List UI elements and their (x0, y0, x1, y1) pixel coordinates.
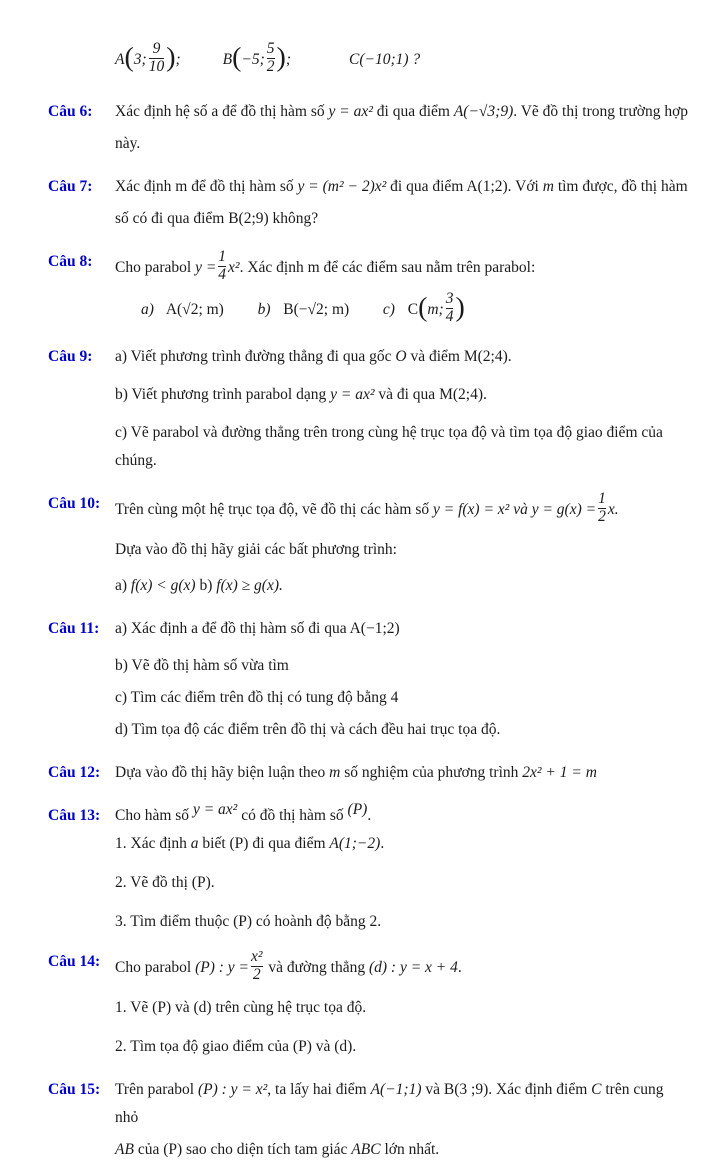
question-text: tìm được, đồ thị hàm (557, 178, 688, 195)
question-11-body (115, 615, 689, 748)
fraction (149, 41, 165, 75)
question-text: của (P) sao cho diện tích tam giác (137, 1141, 348, 1158)
question-14-item-1 (115, 994, 689, 1022)
question-13-label: Câu 13: (48, 807, 101, 824)
question-text: lớn nhất. (384, 1141, 440, 1158)
math-variable: a (190, 835, 199, 852)
question-10-line-1 (115, 490, 689, 530)
question-text: b) Vẽ đồ thị hàm số vừa tìm (115, 657, 289, 674)
question-text: 3. Tìm điểm thuộc (P) có hoành độ bằng 2. (115, 913, 382, 930)
point-b-arg: −5; (241, 51, 265, 68)
question-11-item-c (115, 684, 689, 712)
question-text: Cho hàm số (115, 807, 190, 824)
close-paren: ) (455, 292, 465, 324)
close-paren: ) (276, 42, 286, 74)
question-10-line-3 (115, 572, 689, 600)
question-14 (48, 948, 689, 1065)
equation-rhs: x² (228, 259, 240, 276)
question-15-line-1 (115, 1076, 689, 1132)
math-expression: y = (m² − 2)x² (297, 178, 387, 195)
equation-rhs: x. (607, 501, 619, 518)
item-marker-b: b) (199, 577, 213, 594)
question-7 (48, 173, 689, 237)
question-text: có đồ thị hàm số (241, 807, 344, 824)
equation-lhs: (P) : y = (195, 959, 249, 976)
question-9-item-a (115, 343, 689, 371)
fraction-numerator: 5 (266, 40, 275, 58)
question-text: , ta lấy hai điểm (267, 1081, 367, 1098)
fraction-denominator: 2 (598, 507, 606, 525)
question-14-line-1 (115, 948, 689, 988)
question-8-label: Câu 8: (48, 253, 93, 270)
fraction (218, 249, 226, 283)
math-expression: y = f(x) = x² (432, 501, 510, 518)
question-text: số nghiệm của phương trình (344, 764, 519, 781)
point-expression: A(−1;1) (370, 1081, 422, 1098)
question-9-body (115, 343, 689, 479)
question-15 (48, 1076, 689, 1168)
question-text: Cho parabol (115, 259, 192, 276)
math-expression: (P) : y = x² (197, 1081, 268, 1098)
question-14-item-2 (115, 1033, 689, 1061)
question-text: . (457, 959, 462, 976)
point-expression: B(3 ;9) (443, 1081, 489, 1098)
math-expression: 2x² + 1 = m (522, 764, 597, 781)
question-8-line-2 (115, 290, 689, 330)
question-text: Trên parabol (115, 1081, 195, 1098)
fraction (251, 949, 263, 983)
question-text: này. (115, 135, 141, 152)
question-text: biết (P) đi qua điểm (202, 835, 326, 852)
question-13-item-3 (115, 908, 689, 936)
equation-lhs: y = g(x) = (531, 501, 597, 518)
question-text: c) Tìm các điểm trên đồ thị có tung độ bằng 4 (115, 689, 399, 706)
math-variable: ABC (351, 1141, 381, 1158)
question-14-label: Câu 14: (48, 953, 101, 970)
question-text: đi qua điểm (376, 103, 450, 120)
question-12-label: Câu 12: (48, 764, 101, 781)
question-8-body (115, 248, 689, 332)
question-text: d) Tìm tọa độ các điểm trên đồ thị và cách đều hai trục tọa độ. (115, 721, 501, 738)
point-b-var: B (222, 51, 233, 68)
point-c-expression: C(−10;1) ? (349, 51, 421, 68)
math-expression: y = ax² (192, 801, 238, 818)
question-11-item-b (115, 652, 689, 680)
open-paren: ( (232, 42, 242, 74)
question-11-item-a (115, 615, 689, 643)
math-expression: (d) : y = x + 4 (368, 959, 458, 976)
question-10 (48, 490, 689, 604)
question-text: . (380, 835, 385, 852)
point-b-expression (222, 40, 292, 75)
conjunction: và (513, 501, 528, 518)
question-15-body (115, 1076, 689, 1168)
question-7-line-1 (115, 173, 689, 201)
fraction-numerator: 1 (218, 248, 227, 266)
fraction (446, 291, 454, 325)
question-7-line-2 (115, 205, 689, 233)
question-text: Cho parabol (115, 959, 192, 976)
question-text: 1. Xác định (115, 835, 187, 852)
math-variable: m (329, 764, 341, 781)
math-expression (195, 248, 240, 283)
semicolon: ; (175, 51, 181, 68)
question-12-body (115, 759, 689, 791)
question-text: và điểm M(2;4). (410, 348, 512, 365)
fraction-numerator: 3 (445, 290, 454, 308)
inequality-a: f(x) < g(x) (130, 577, 196, 594)
question-11-label: Câu 11: (48, 620, 100, 637)
question-text: đi qua điểm A(1;2). Với (390, 178, 539, 195)
fraction-denominator: 10 (148, 57, 165, 75)
question-13 (48, 802, 689, 940)
question-6-label: Câu 6: (48, 103, 93, 120)
fraction (598, 491, 606, 525)
point-a-var: A (115, 51, 125, 68)
math-expression (531, 490, 619, 525)
question-text: trên cung nhỏ (115, 1081, 664, 1126)
intro-math-line (115, 40, 689, 82)
question-text: . (367, 807, 372, 824)
question-13-item-1 (115, 830, 689, 858)
question-12-line-1 (115, 759, 689, 787)
question-14-body (115, 948, 689, 1065)
question-12 (48, 759, 689, 791)
question-text: và đường thẳng (268, 959, 366, 976)
question-text: a) Viết phương trình đường thẳng đi qua gốc (115, 348, 392, 365)
close-paren: ) (166, 42, 176, 74)
fraction (267, 41, 275, 75)
question-10-line-2 (115, 536, 689, 564)
question-text: c) Vẽ parabol và đường thẳng trên trong cùng hệ trục tọa độ và tìm tọa độ giao điểm của chúng. (115, 424, 663, 469)
point-c-var: C (407, 301, 419, 318)
math-variable: C (591, 1081, 602, 1098)
question-text: . Vẽ đồ thị trong trường hợp (513, 103, 689, 120)
question-6 (48, 98, 689, 162)
question-11 (48, 615, 689, 748)
fraction-denominator: 2 (266, 57, 275, 75)
question-6-line-2 (115, 130, 689, 158)
point-c-arg: m; (427, 301, 444, 318)
question-8 (48, 248, 689, 332)
math-variable: m (542, 178, 554, 195)
question-9-item-c (115, 419, 689, 475)
question-text: Dựa vào đồ thị hãy biện luận theo (115, 764, 326, 781)
question-11-item-d (115, 716, 689, 744)
fraction-denominator: 2 (252, 965, 261, 983)
math-expression: y = ax² (328, 103, 373, 120)
question-8-line-1 (115, 248, 689, 288)
intro-line (115, 40, 689, 80)
inequality-b: f(x) ≥ g(x). (216, 577, 283, 594)
fraction-denominator: 4 (218, 265, 227, 283)
fraction-numerator: x² (251, 948, 263, 966)
equation-lhs: y = (195, 259, 217, 276)
point-expression: A(1;−2) (329, 835, 381, 852)
point-expression: A(−1;2) (349, 620, 400, 637)
point-a-expression: A(√2; m) (165, 301, 224, 318)
question-7-body (115, 173, 689, 237)
item-marker-c: c) (382, 301, 395, 318)
question-7-label: Câu 7: (48, 178, 93, 195)
math-expression: (P) (347, 801, 368, 818)
open-paren: ( (418, 292, 428, 324)
intro-math-row (48, 40, 689, 82)
point-c-expression (407, 290, 465, 325)
math-expression: y = ax² (330, 386, 375, 403)
question-13-body (115, 802, 689, 940)
question-text: Dựa vào đồ thị hãy giải các bất phương trình: (115, 541, 397, 558)
math-expression (195, 948, 264, 983)
fraction-numerator: 9 (152, 40, 161, 58)
question-13-line-1 (115, 802, 689, 830)
question-6-body (115, 98, 689, 162)
point-b-expression: B(−√2; m) (283, 301, 350, 318)
question-text: và (425, 1081, 441, 1098)
question-text: Trên cùng một hệ trục tọa độ, vẽ đồ thị các hàm số (115, 501, 430, 518)
question-9-item-b (115, 381, 689, 409)
question-text: Xác định hệ số a để đồ thị hàm số (115, 103, 325, 120)
question-text: Xác định m để đồ thị hàm số (115, 178, 294, 195)
question-text: 1. Vẽ (P) và (d) trên cùng hệ trục tọa độ. (115, 999, 367, 1016)
math-expression: A(−√3;9) (453, 103, 514, 120)
question-text: và đi qua M(2;4). (378, 386, 487, 403)
item-marker-a: a) (141, 301, 154, 318)
question-text: a) Xác định a để đồ thị hàm số đi qua (115, 620, 347, 637)
question-10-body (115, 490, 689, 604)
question-text: . Xác định điểm (488, 1081, 588, 1098)
question-9-label: Câu 9: (48, 348, 93, 365)
open-paren: ( (124, 42, 134, 74)
question-text: số có đi qua điểm B(2;9) không? (115, 210, 319, 227)
question-15-line-2 (115, 1136, 689, 1164)
point-a-expression (115, 40, 181, 75)
question-15-label: Câu 15: (48, 1081, 101, 1098)
fraction-numerator: 1 (598, 490, 606, 508)
math-variable: O (395, 348, 407, 365)
question-text: 2. Tìm tọa độ giao điểm của (P) và (d). (115, 1038, 357, 1055)
question-10-label: Câu 10: (48, 495, 101, 512)
item-marker-b: b) (257, 301, 271, 318)
question-6-line-1 (115, 98, 689, 126)
question-text: . Xác định m để các điểm sau nằm trên parabol: (239, 259, 536, 276)
semicolon: ; (285, 51, 292, 68)
question-text: 2. Vẽ đồ thị (P). (115, 874, 215, 891)
question-9 (48, 343, 689, 479)
question-13-item-2 (115, 869, 689, 897)
math-variable: AB (115, 1141, 134, 1158)
fraction-denominator: 4 (445, 307, 454, 325)
point-a-arg: 3; (133, 51, 147, 68)
question-text: b) Viết phương trình parabol dạng (115, 386, 327, 403)
item-marker-a: a) (115, 577, 128, 594)
